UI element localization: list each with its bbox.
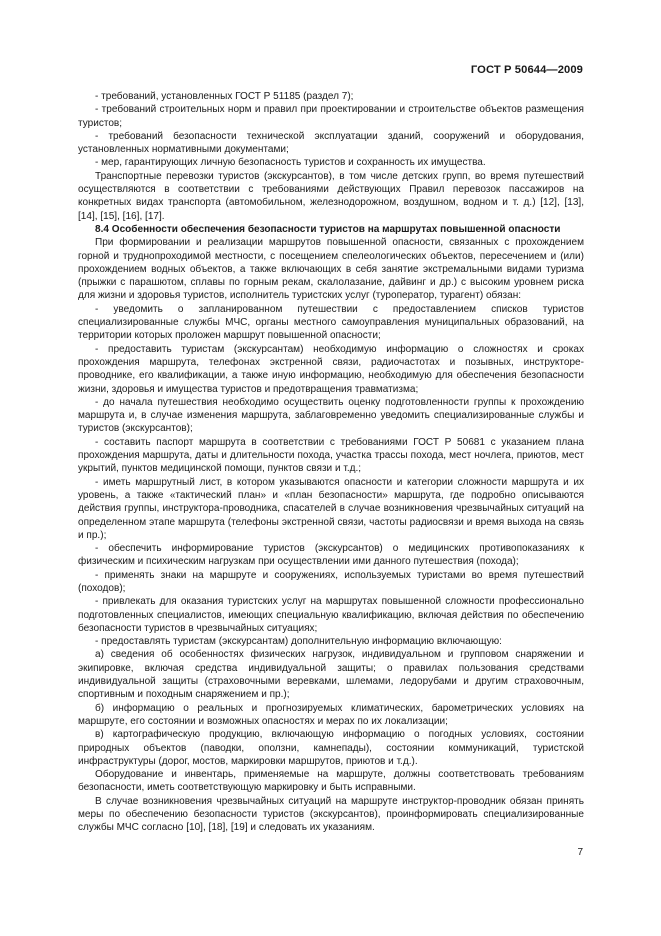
list-item: - мер, гарантирующих личную безопасность туристов и сохранность их имущества. <box>95 157 486 169</box>
paragraph: При формировании и реализации маршрутов повышенной опасности, связанных с прохождением горной и труднопроходимой местности, с посещением спелеологических объектов, пересечением и (или) прохождением водных объектов, а также включающих в себя занятие экстремальными видами туризма (прыжки с парашютом, сплавы по горным рекам, скалолазание, дайвинг и др.) с высоким уровнем риска для жизни и здоровья туристов, исполнитель туристских услуг (туроператор, турагент) обязан: <box>78 237 584 302</box>
list-item: - уведомить о запланированном путешествии с предоставлением списков туристов специализированные службы МЧС, органы местного самоуправления муниципальных образований, на территории которых проложен маршрут повышенной опасности; <box>78 303 584 342</box>
section-heading: 8.4 Особенности обеспечения безопасности туристов на маршрутах повышенной опасности <box>95 223 561 235</box>
paragraph: Оборудование и инвентарь, применяемые на маршруте, должны соответствовать требованиям безопасности, иметь соответствующую маркировку и быть исправными. <box>78 769 584 794</box>
page-body <box>78 90 584 835</box>
list-item: - привлекать для оказания туристских услуг на маршрутах повышенной сложности профессионально подготовленных специалистов, имеющих специальную квалификацию, включая действия по обеспечению безопасности туристов в чрезвычайных ситуациях; <box>78 596 584 634</box>
sub-list-item: а) сведения об особенностях физических нагрузок, индивидуальном и групповом снаряжении и экипировке, включая средства индивидуальной защиты; о правилах пользования средствами индивидуальной защиты (страховочными веревками, шлемами, ледорубами и другим страховочным, спортивным и походным снаряжением и пр.); <box>78 649 584 701</box>
paragraph: В случае возникновения чрезвычайных ситуаций на маршруте инструктор-проводник обязан принять меры по обеспечению безопасности туристов (экскурсантов), проинформировать специализированные службы МЧС согласно [10], [18], [19] и следовать их указаниям. <box>78 795 584 834</box>
list-item: - требований строительных норм и правил при проектировании и строительстве объектов размещения туристов; <box>78 104 584 129</box>
page-number: 7 <box>577 847 583 858</box>
document-id-header: ГОСТ Р 50644—2009 <box>470 64 583 76</box>
list-item: - требований, установленных ГОСТ Р 51185 (раздел 7); <box>95 91 354 102</box>
list-item: - применять знаки на маршруте и сооружениях, используемых туристами во время путешествий (походов); <box>78 569 584 594</box>
list-item: - составить паспорт маршрута в соответствии с требованиями ГОСТ Р 50681 с указанием плана прохождения маршрута, даты и длительности похода, участка трассы похода, мест ночлега, приютов, мест укрытий, пунктов медицинской помощи, пунктов связи и т.д.; <box>78 436 584 475</box>
list-item: - до начала путешествия необходимо осуществить оценку подготовленности группы к прохождению маршрута и, в случае изменения маршрута, заблаговременно уведомить специализированные службы и туристов (экскурсантов); <box>78 396 584 435</box>
sub-list-item: б) информацию о реальных и прогнозируемых климатических, барометрических условиях на маршруте, его состоянии и возможных опасностях и мерах по их локализации; <box>78 702 584 727</box>
list-item: - предоставлять туристам (экскурсантам) дополнительную информацию включающую: <box>95 636 502 648</box>
sub-list-item: в) картографическую продукцию, включающую информацию о погодных условиях, состоянии природных объектов (паводки, оползни, камнепады), состоянии коммуникаций, туристской инфраструктуры (дорог, мостов, маркировки маршрутов, приютов и т.д.). <box>78 729 584 767</box>
list-item: - предоставить туристам (экскурсантам) необходимую информацию о сложностях и сроках прохождения маршрута, телефонах экстренной связи, радиочастотах и позывных, инструкторе-проводнике, его квалификации, а также иную информацию, необходимую для обеспечения безопасности жизни, здоровья и имущества туристов и предотвращения травматизма; <box>78 343 584 395</box>
list-item: - обеспечить информирование туристов (экскурсантов) о медицинских противопоказаниях к физическим и психическим нагрузкам при осуществлении ими данного путешествия (похода); <box>78 543 584 568</box>
list-item: - требований безопасности технической эксплуатации зданий, сооружений и оборудования, установленных нормативными документами; <box>78 130 584 156</box>
paragraph: Транспортные перевозки туристов (экскурсантов), в том числе детских групп, во время путешествий осуществляются в соответствии с требованиями действующих Правил перевозок пассажиров на конкретных видах транспорта (автомобильном, железнодорожном, воздушном, водном и т. д.) [12], [13], [14], [15], [16], [17]. <box>78 170 584 222</box>
list-item: - иметь маршрутный лист, в котором указываются опасности и категории сложности маршрута и их уровень, а также «тактический план» и «план безопасности» маршрута, где подробно описываются действия группы, инструктора-проводника, спасателей в случае возникновения чрезвычайных ситуаций на определенном этапе маршрута (телефоны экстренной связи, частоты радиосвязи и время выхода на связь и пр.); <box>78 476 584 541</box>
